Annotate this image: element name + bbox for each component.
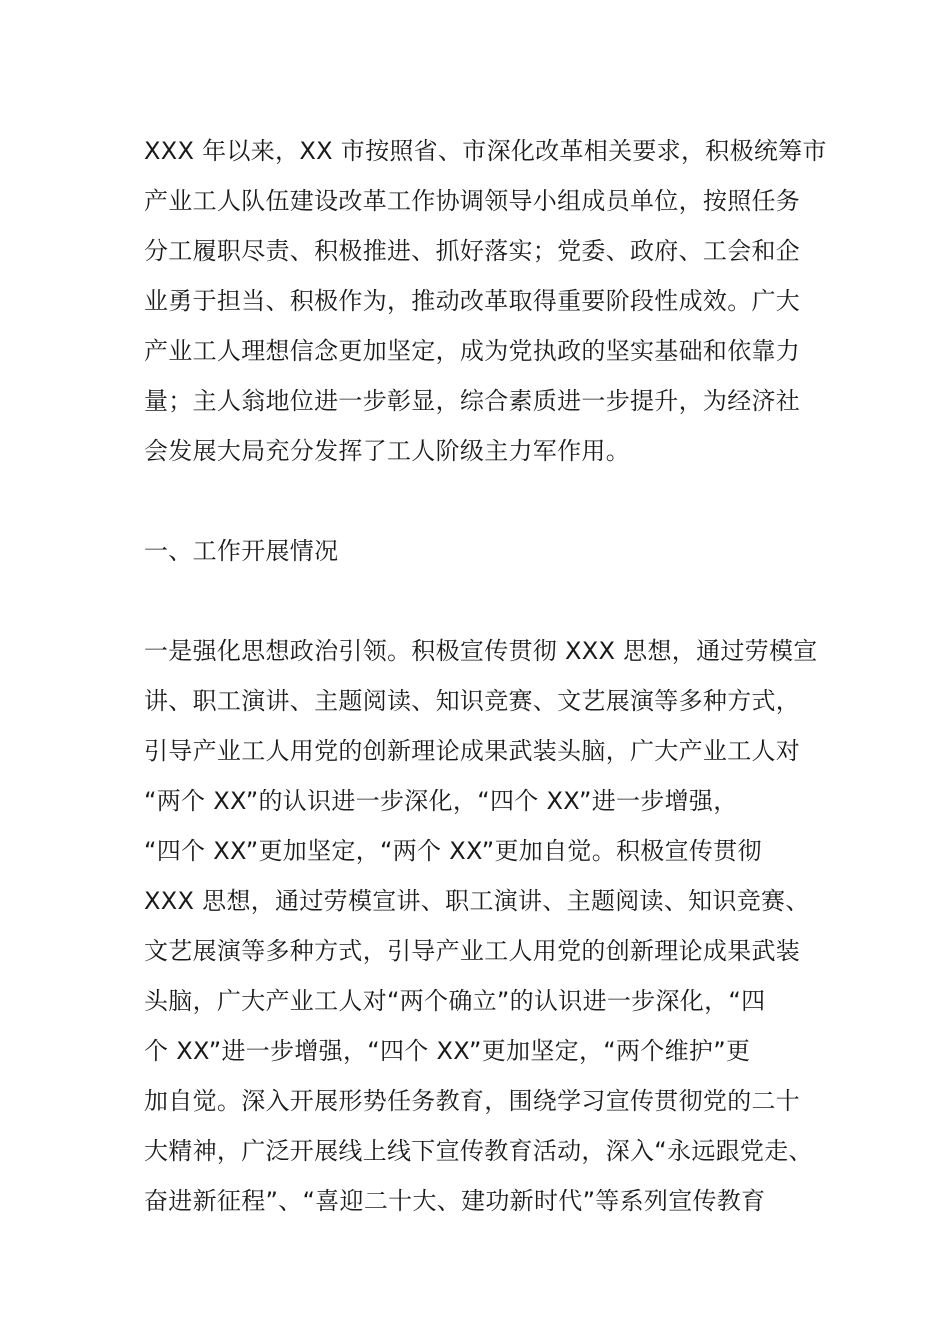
intro-paragraph	[144, 126, 827, 476]
section-line: “两个 XX”的认识进一步深化，“四个 XX”进一步增强，	[144, 787, 738, 815]
intro-line: 会发展大局充分发挥了工人阶级主力军作用。	[144, 437, 630, 465]
intro-line: 产业工人队伍建设改革工作协调领导小组成员单位，按照任务	[144, 187, 801, 215]
section-paragraph	[144, 626, 816, 1226]
intro-line: 业勇于担当、积极作为，推动改革取得重要阶段性成效。广大	[144, 287, 801, 315]
section-line: 大精神，广泛开展线上线下宣传教育活动，深入“永远跟党走、	[144, 1137, 813, 1165]
section-line: 文艺展演等多种方式，引导产业工人用党的创新理论成果武装	[144, 937, 801, 965]
section-line: 一是强化思想政治引领。积极宣传贯彻 XXX 思想，通过劳模宣	[144, 637, 818, 665]
section-line: 奋进新征程”、“喜迎二十大、建功新时代”等系列宣传教育	[144, 1187, 766, 1215]
intro-line: 产业工人理想信念更加坚定，成为党执政的坚实基础和依靠力	[144, 337, 801, 365]
section-heading-text: 一、工作开展情况	[144, 537, 339, 565]
intro-line: XXX 年以来，XX 市按照省、市深化改革相关要求，积极统筹市	[144, 137, 827, 165]
section-heading	[144, 526, 816, 576]
intro-line: 量；主人翁地位进一步彰显，综合素质进一步提升，为经济社	[144, 387, 801, 415]
section-line: 个 XX”进一步增强，“四个 XX”更加坚定，“两个维护”更	[144, 1037, 751, 1065]
section-line: 讲、职工演讲、主题阅读、知识竞赛、文艺展演等多种方式，	[144, 687, 801, 715]
section-line: 头脑，广大产业工人对“两个确立”的认识进一步深化，“四	[144, 987, 766, 1015]
section-line: XXX 思想，通过劳模宣讲、职工演讲、主题阅读、知识竞赛、	[144, 887, 810, 915]
intro-line: 分工履职尽责、积极推进、抓好落实；党委、政府、工会和企	[144, 237, 801, 265]
section-line: 加自觉。深入开展形势任务教育，围绕学习宣传贯彻党的二十	[144, 1087, 801, 1115]
section-line: 引导产业工人用党的创新理论成果武装头脑，广大产业工人对	[144, 737, 801, 765]
section-line: “四个 XX”更加坚定，“两个 XX”更加自觉。积极宣传贯彻	[144, 837, 762, 865]
